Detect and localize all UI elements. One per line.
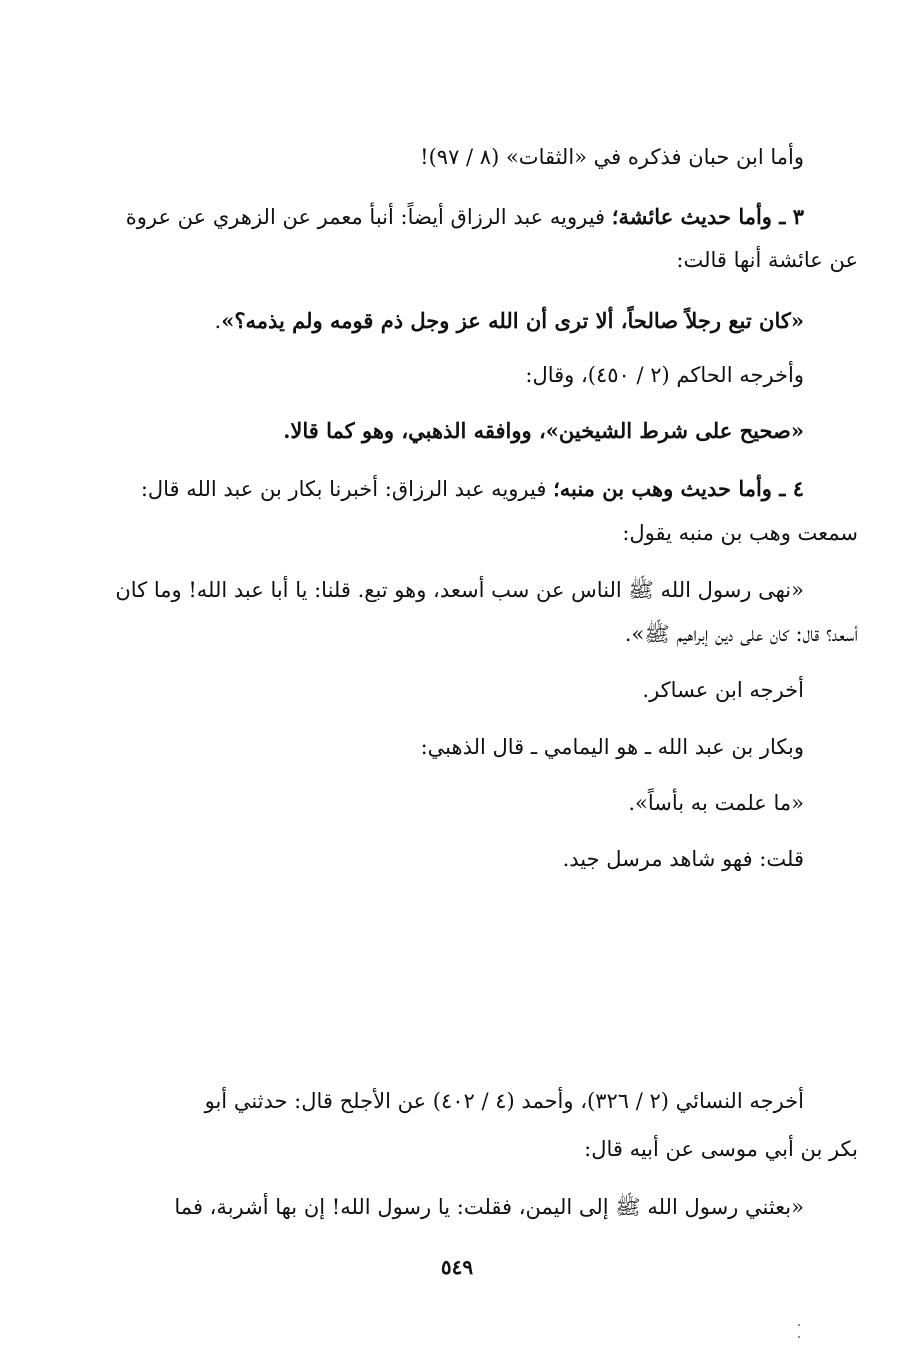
- quote-line-1: [215, 306, 804, 336]
- section-3-lead: ٣ ـ وأما حديث عائشة؛: [611, 204, 804, 229]
- text-line-2: [126, 202, 804, 232]
- text-line-6: «صحيح على شرط الشيخين»، ووافقه الذهبي، وهو كما قالا.: [283, 418, 804, 443]
- text-line-9: «نهى رسول الله ﷺ الناس عن سب أسعد، وهو تبع. قلنا: يا أبا عبد الله! وما كان: [115, 578, 804, 602]
- text-line-17: «بعثني رسول الله ﷺ إلى اليمن، فقلت: يا رسول الله! إن بها أشربة، فما: [174, 1195, 804, 1219]
- page-number: ٥٤٩: [440, 1255, 474, 1279]
- text-line-3: عن عائشة أنها قالت:: [676, 248, 858, 272]
- text-line-15: أخرجه النسائي (٢ / ٣٢٦)، وأحمد (٤ / ٤٠٢) عن الأجلح قال: حدثني أبو: [204, 1089, 804, 1113]
- quote-end: .: [214, 309, 222, 333]
- text-line-10: أسعد؟ قال: كان على دين إبراهيم ﷺ».: [624, 622, 858, 646]
- text-line-13: «ما علمت به بأساً».: [628, 791, 804, 815]
- scan-speck: [798, 1336, 800, 1338]
- section-3-text: فيرويه عبد الرزاق أيضاً: أنبأ معمر عن الزهري عن عروة: [125, 205, 612, 229]
- text-line-11: أخرجه ابن عساكر.: [642, 678, 804, 702]
- text-line-16: بكر بن أبي موسى عن أبيه قال:: [584, 1137, 858, 1161]
- text-line-8: سمعت وهب بن منبه يقول:: [622, 521, 858, 545]
- section-4-text: فيرويه عبد الرزاق: أخبرنا بكار بن عبد الله قال:: [140, 477, 554, 501]
- text-line-7: [141, 474, 804, 504]
- text-line-5: وأخرجه الحاكم (٢ / ٤٥٠)، وقال:: [525, 363, 804, 387]
- section-4-lead: ٤ ـ وأما حديث وهب بن منبه؛: [553, 476, 804, 501]
- text-line-1: وأما ابن حبان فذكره في «الثقات» (٨ / ٩٧)!: [420, 145, 804, 169]
- quote-text: «كان تبع رجلاً صالحاً، ألا ترى أن الله عز وجل ذم قومه ولم يذمه؟»: [221, 308, 804, 333]
- text-line-14: قلت: فهو شاهد مرسل جيد.: [562, 847, 804, 871]
- scan-speck: [798, 1324, 800, 1326]
- text-line-12: وبكار بن عبد الله ـ هو اليمامي ـ قال الذهبي:: [420, 735, 804, 759]
